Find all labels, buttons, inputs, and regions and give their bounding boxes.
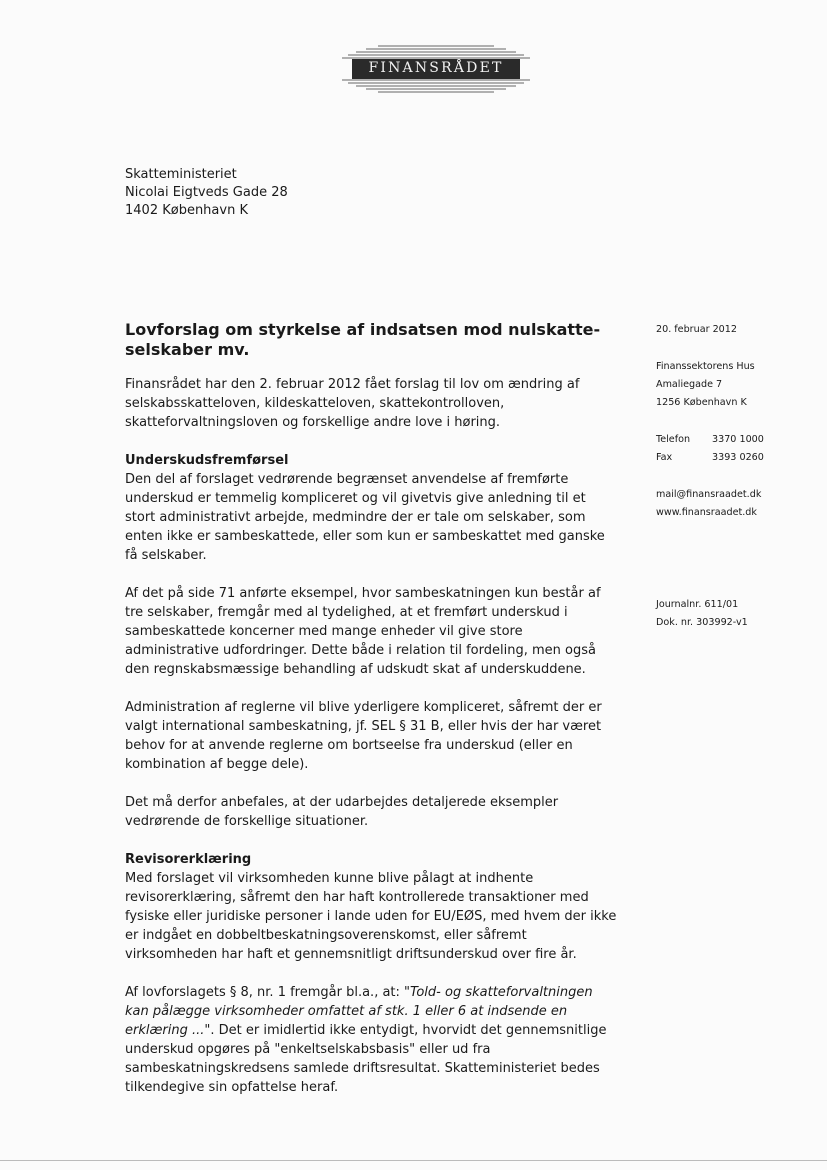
sender-org: Finanssektorens Hus: [656, 361, 755, 372]
sender-street: Amaliegade 7: [656, 379, 723, 390]
journal-number: Journalnr. 611/01: [656, 599, 739, 610]
phone-label: Telefon: [656, 434, 691, 445]
document-title: Lovforslag om styrkelse af indsatsen mod nulskatte-selskaber mv.: [125, 320, 601, 359]
fax-label: Fax: [656, 452, 673, 463]
paragraph-4: Det må derfor anbefales, at der udarbejdes detaljerede eksempler vedrørende de forskellige situationer.: [125, 795, 559, 829]
recipient-name: Skatteministeriet: [125, 167, 237, 182]
heading-revisorerklaering: Revisorerklæring: [125, 852, 252, 867]
document-number: Dok. nr. 303992-v1: [656, 617, 748, 628]
phone-line: [656, 431, 764, 449]
sender-city: 1256 København K: [656, 397, 747, 408]
email-link[interactable]: mail@finansraadet.dk: [656, 489, 762, 500]
phone-number: 3370 1000: [712, 434, 764, 445]
finansraadet-logo: [338, 44, 534, 94]
paragraph-6-lead: Af lovforslagets § 8, nr. 1 fremgår bl.a., at:: [125, 985, 405, 1000]
letter-date: 20. februar 2012: [656, 324, 737, 335]
reference-numbers: [656, 596, 748, 632]
fax-number: 3393 0260: [712, 452, 764, 463]
recipient-address: [125, 166, 288, 220]
recipient-street: Nicolai Eigtveds Gade 28: [125, 185, 288, 200]
fax-line: [656, 449, 764, 467]
intro-paragraph: Finansrådet har den 2. februar 2012 fået forslag til lov om ændring af selskabsskatteloven, kildeskatteloven, skattekontrolloven, skatteforvaltningsloven og forskellige andre love i høring.: [125, 377, 580, 430]
paragraph-6-rest: . Det er imidlertid ikke entydigt, hvorvidt det gennemsnitlige underskud opgøres på "enkeltselskabsbasis" eller ud fra sambeskatningskredsens samlede driftsresultat. Skatteministeriet bedes tilkendegive sin opfattelse heraf.: [125, 1023, 607, 1095]
paragraph-1: Den del af forslaget vedrørende begrænset anvendelse af fremførte underskud er temmelig kompliceret og vil givetvis give anledning til et stort administrativt arbejde, medmindre der er tale om selskaber, som enten ikke er sambeskattede, eller som kun er sambeskattet med ganske få selskaber.: [125, 472, 605, 563]
recipient-city: 1402 København K: [125, 203, 248, 218]
bottom-rule: [0, 1160, 827, 1161]
sender-contact: [656, 431, 764, 467]
paragraph-5: Med forslaget vil virksomheden kunne blive pålagt at indhente revisorerklæring, såfremt den har haft kontrollerede transaktioner med fysiske eller juridiske personer i lande uden for EU/EØS, med hvem der ikke er indgået en dobbeltbeskatningsoverenskomst, eller såfremt virksomheden har haft et gennemsnitligt driftsunderskud over fire år.: [125, 871, 617, 962]
letter-body: [125, 375, 617, 1116]
heading-underskudsfremfoersel: Underskudsfremførsel: [125, 453, 289, 468]
web-link[interactable]: www.finansraadet.dk: [656, 507, 757, 518]
paragraph-3: Administration af reglerne vil blive yderligere kompliceret, såfremt der er valgt international sambeskatning, jf. SEL § 31 B, eller hvis der har været behov for at anvende reglerne om bortseelse fra underskud (eller en kombination af begge dele).: [125, 700, 602, 772]
paragraph-6: [125, 983, 617, 1097]
sender-online: [656, 486, 761, 522]
sender-address: [656, 358, 755, 412]
paragraph-6-quote: "Told- og skatteforvaltningen kan pålægge virksomheder omfattet af stk. 1 eller 6 at indsende en erklæring ...": [125, 985, 593, 1038]
paragraph-2: Af det på side 71 anførte eksempel, hvor sambeskatningen kun består af tre selskaber, fremgår med al tydelighed, at et fremført underskud i sambeskattede koncerner med mange enheder vil give store administrative udfordringer. Dette både i relation til fordeling, men også den regnskabsmæssige behandling af udskudt skat af underskuddene.: [125, 586, 601, 677]
logo-text: FINANSRÅDET: [368, 60, 504, 76]
